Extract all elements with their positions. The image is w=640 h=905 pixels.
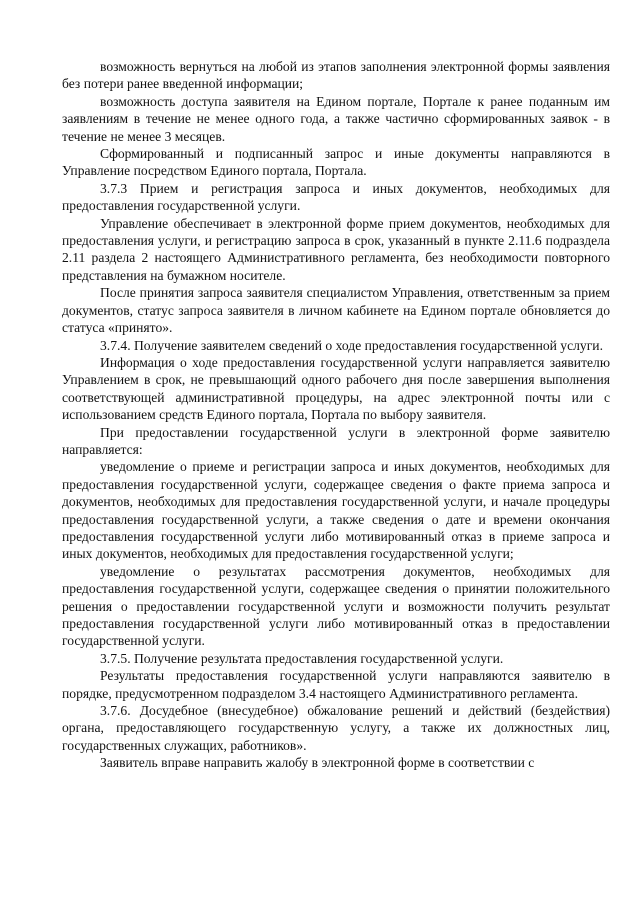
paragraph-5: Управление обеспечивает в электронной форме прием документов, необходимых для предоставления услуги, и регистрацию запроса в срок, указанный в пункте 2.11.6 подраздела 2.11 раздела 2 настоящего Административного регламента, без необходимости повторного представления на бумажном носителе. <box>62 215 610 283</box>
paragraph-9: При предоставлении государственной услуги в электронной форме заявителю направляется: <box>62 424 610 457</box>
section-heading-3-7-4: 3.7.4. Получение заявителем сведений о ходе предоставления государственной услуги. <box>100 337 603 353</box>
document-page <box>62 58 610 772</box>
paragraph-1: возможность вернуться на любой из этапов заполнения электронной формы заявления без потери ранее введенной информации; <box>62 59 610 92</box>
paragraph-13: Результаты предоставления государственной услуги направляются заявителю в порядке, предусмотренном подразделом 3.4 настоящего Административного регламента. <box>62 668 610 701</box>
paragraph-2: возможность доступа заявителя на Едином портале, Портале к ранее поданным им заявлениям в течение не менее одного года, а также частично сформированных заявок - в течение не менее 3 месяцев. <box>62 93 610 144</box>
paragraph-11: уведомление о результатах рассмотрения документов, необходимых для предоставления государственной услуги, содержащее сведения о принятии положительного решения о предоставлении государственной услуги и возможности получить результат предоставления государственной услуги либо мотивированный отказ в предоставлении государственной услуги. <box>62 563 610 649</box>
section-heading-3-7-6: 3.7.6. Досудебное (внесудебное) обжалование решений и действий (бездействия) органа, предоставляющего государственную услугу, а также их должностных лиц, государственных служащих, работников». <box>62 703 610 753</box>
paragraph-10: уведомление о приеме и регистрации запроса и иных документов, необходимых для предоставления государственной услуги, содержащее сведения о факте приема запроса и документов, необходимых для предоставления государственной услуги, и начале процедуры предоставления государственной услуги, а также сведения о дате и времени окончания предоставления государственной услуги либо мотивированный отказ в приеме запроса и иных документов, необходимых для предоставления государственной услуги; <box>62 459 610 562</box>
section-heading-3-7-3: 3.7.3 Прием и регистрация запроса и иных документов, необходимых для предоставления государственной услуги. <box>62 180 610 214</box>
paragraph-3: Сформированный и подписанный запрос и иные документы направляются в Управление посредством Единого портала, Портала. <box>62 146 610 179</box>
section-heading-3-7-5: 3.7.5. Получение результата предоставления государственной услуги. <box>100 650 504 666</box>
paragraph-15: Заявитель вправе направить жалобу в электронной форме в соответствии с <box>100 755 535 771</box>
paragraph-8: Информация о ходе предоставления государственной услуги направляется заявителю Управлением в срок, не превышающий одного рабочего дня после завершения выполнения соответствующей административной процедуры, на адрес электронной почты или с использованием средств Единого портала, Портала по выбору заявителя. <box>62 354 610 423</box>
paragraph-6: После принятия запроса заявителя специалистом Управления, ответственным за прием документов, статус запроса заявителя в личном кабинете на Едином портале обновляется до статуса «принято». <box>62 285 610 336</box>
